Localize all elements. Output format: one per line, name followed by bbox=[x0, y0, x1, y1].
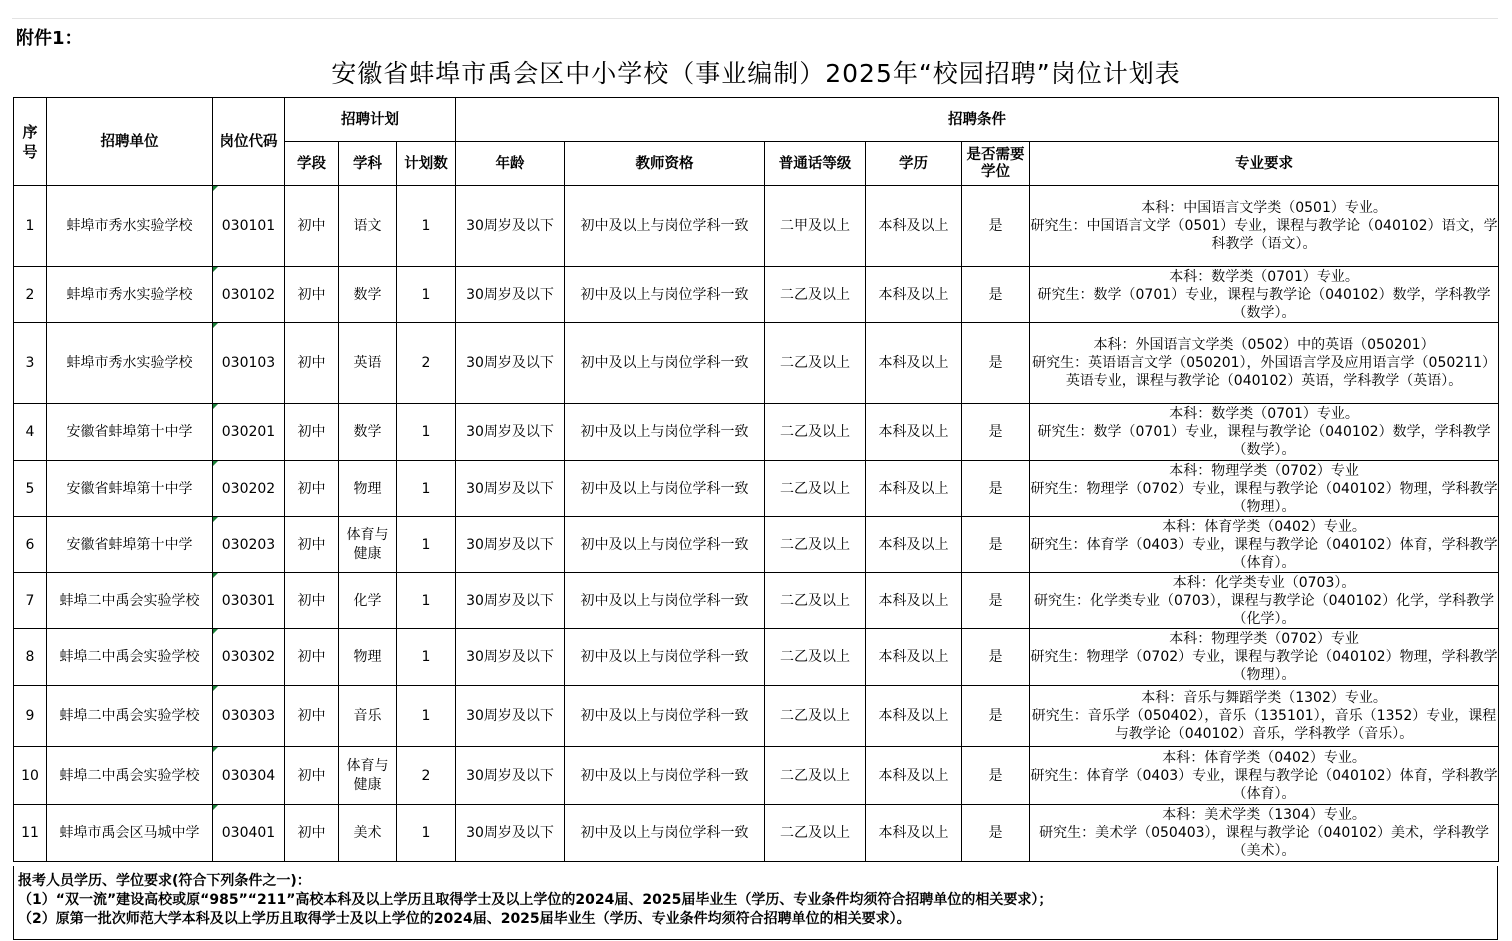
cell-subject: 体育与健康 bbox=[339, 517, 397, 573]
cell-stage: 初中 bbox=[285, 805, 339, 862]
cell-major bbox=[1030, 461, 1499, 517]
cell-major bbox=[1030, 517, 1499, 573]
cell-unit: 安徽省蚌埠第十中学 bbox=[47, 404, 213, 461]
major-line: 研究生：物理学（0702）专业，课程与教学论（040102）物理，学科教学（物理）。 bbox=[1030, 480, 1498, 515]
cell-major bbox=[1030, 629, 1499, 686]
cell-qualification: 初中及以上与岗位学科一致 bbox=[565, 404, 765, 461]
header-condition-group: 招聘条件 bbox=[456, 98, 1499, 142]
cell-stage: 初中 bbox=[285, 629, 339, 686]
header-code: 岗位代码 bbox=[213, 98, 285, 186]
cell-degree: 是 bbox=[962, 517, 1030, 573]
major-line: 研究生：音乐学（050402），音乐（135101），音乐（1352）专业，课程与教学论（040102）音乐，学科教学（音乐）。 bbox=[1031, 708, 1497, 742]
header-age: 年龄 bbox=[456, 142, 565, 186]
cell-qualification: 初中及以上与岗位学科一致 bbox=[565, 517, 765, 573]
cell-qualification: 初中及以上与岗位学科一致 bbox=[565, 747, 765, 805]
major-line: 研究生：美术学（050403），课程与教学论（040102）美术，学科教学（美术）。 bbox=[1039, 825, 1489, 859]
cell-seq: 4 bbox=[14, 404, 47, 461]
cell-seq: 3 bbox=[14, 323, 47, 404]
table-body bbox=[14, 186, 1499, 862]
cell-code: 030101 bbox=[213, 186, 285, 267]
table-row bbox=[14, 323, 1499, 404]
cell-seq: 8 bbox=[14, 629, 47, 686]
cell-count: 1 bbox=[397, 267, 456, 323]
header-unit: 招聘单位 bbox=[47, 98, 213, 186]
major-line: 本科：化学类专业（0703）。 bbox=[1172, 574, 1356, 591]
major-line: 本科：音乐与舞蹈学类（1302）专业。 bbox=[1141, 690, 1387, 706]
cell-degree: 是 bbox=[962, 323, 1030, 404]
cell-major bbox=[1030, 747, 1499, 805]
major-line: 研究生：数学（0701）专业，课程与教学论（040102）数学，学科教学（数学）。 bbox=[1037, 286, 1491, 321]
cell-degree: 是 bbox=[962, 686, 1030, 747]
cell-seq: 11 bbox=[14, 805, 47, 862]
cell-code: 030103 bbox=[213, 323, 285, 404]
cell-unit: 安徽省蚌埠第十中学 bbox=[47, 461, 213, 517]
cell-mandarin: 二乙及以上 bbox=[765, 267, 866, 323]
cell-seq: 6 bbox=[14, 517, 47, 573]
footer-item-2: （2）原第一批次师范大学本科及以上学历且取得学士及以上学位的2024届、2025届毕业生（学历、专业条件均须符合招聘单位的相关要求）。 bbox=[18, 911, 911, 927]
major-line: 本科：美术学类（1304）专业。 bbox=[1162, 807, 1366, 823]
cell-unit: 蚌埠二中禹会实验学校 bbox=[47, 747, 213, 805]
cell-subject: 美术 bbox=[339, 805, 397, 862]
cell-unit: 蚌埠二中禹会实验学校 bbox=[47, 573, 213, 629]
cell-age: 30周岁及以下 bbox=[456, 686, 565, 747]
cell-mandarin: 二乙及以上 bbox=[765, 629, 866, 686]
cell-stage: 初中 bbox=[285, 461, 339, 517]
footer-heading: 报考人员学历、学位要求(符合下列条件之一)： bbox=[18, 873, 311, 889]
cell-education: 本科及以上 bbox=[866, 805, 962, 862]
cell-unit: 蚌埠市禹会区马城中学 bbox=[47, 805, 213, 862]
major-line: 本科：体育学类（0402）专业。 bbox=[1162, 749, 1366, 766]
cell-mandarin: 二乙及以上 bbox=[765, 686, 866, 747]
cell-unit: 蚌埠市秀水实验学校 bbox=[47, 267, 213, 323]
cell-qualification: 初中及以上与岗位学科一致 bbox=[565, 573, 765, 629]
cell-seq: 2 bbox=[14, 267, 47, 323]
cell-stage: 初中 bbox=[285, 186, 339, 267]
cell-code: 030301 bbox=[213, 573, 285, 629]
header-stage: 学段 bbox=[285, 142, 339, 186]
cell-qualification: 初中及以上与岗位学科一致 bbox=[565, 323, 765, 404]
table-row bbox=[14, 517, 1499, 573]
cell-mandarin: 二乙及以上 bbox=[765, 404, 866, 461]
cell-code: 030303 bbox=[213, 686, 285, 747]
major-line: 研究生：物理学（0702）专业，课程与教学论（040102）物理，学科教学（物理）。 bbox=[1030, 649, 1498, 683]
cell-unit: 蚌埠二中禹会实验学校 bbox=[47, 686, 213, 747]
table-row bbox=[14, 267, 1499, 323]
cell-stage: 初中 bbox=[285, 267, 339, 323]
cell-education: 本科及以上 bbox=[866, 747, 962, 805]
cell-education: 本科及以上 bbox=[866, 323, 962, 404]
cell-subject: 数学 bbox=[339, 404, 397, 461]
header-qualification: 教师资格 bbox=[565, 142, 765, 186]
header-subject: 学科 bbox=[339, 142, 397, 186]
cell-mandarin: 二乙及以上 bbox=[765, 461, 866, 517]
major-line: 本科：数学类（0701）专业。 bbox=[1169, 406, 1359, 422]
table-row bbox=[14, 686, 1499, 747]
major-line: 研究生：英语语言文学（050201），外国语言学及应用语言学（050211）英语专业，课程与教学论（040102）英语，学科教学（英语）。 bbox=[1032, 355, 1496, 389]
cell-age: 30周岁及以下 bbox=[456, 186, 565, 267]
recruitment-plan-table bbox=[13, 97, 1499, 862]
cell-age: 30周岁及以下 bbox=[456, 629, 565, 686]
cell-code: 030203 bbox=[213, 517, 285, 573]
cell-qualification: 初中及以上与岗位学科一致 bbox=[565, 267, 765, 323]
table-row bbox=[14, 747, 1499, 805]
cell-degree: 是 bbox=[962, 805, 1030, 862]
cell-education: 本科及以上 bbox=[866, 186, 962, 267]
cell-mandarin: 二乙及以上 bbox=[765, 323, 866, 404]
cell-mandarin: 二甲及以上 bbox=[765, 186, 866, 267]
cell-seq: 5 bbox=[14, 461, 47, 517]
cell-major bbox=[1030, 686, 1499, 747]
cell-qualification: 初中及以上与岗位学科一致 bbox=[565, 686, 765, 747]
major-line: 本科：体育学类（0402）专业。 bbox=[1162, 518, 1366, 535]
cell-subject: 数学 bbox=[339, 267, 397, 323]
footer-item-1: （1）“双一流”建设高校或原“985”“211”高校本科及以上学历且取得学士及以上学位的2024届、2025届毕业生（学历、专业条件均须符合招聘单位的相关要求）； bbox=[18, 892, 1053, 908]
cell-age: 30周岁及以下 bbox=[456, 747, 565, 805]
table-row bbox=[14, 573, 1499, 629]
cell-seq: 9 bbox=[14, 686, 47, 747]
cell-mandarin: 二乙及以上 bbox=[765, 573, 866, 629]
cell-age: 30周岁及以下 bbox=[456, 267, 565, 323]
cell-degree: 是 bbox=[962, 404, 1030, 461]
cell-unit: 蚌埠二中禹会实验学校 bbox=[47, 629, 213, 686]
cell-stage: 初中 bbox=[285, 404, 339, 461]
cell-degree: 是 bbox=[962, 573, 1030, 629]
header-plan-group: 招聘计划 bbox=[285, 98, 456, 142]
cell-education: 本科及以上 bbox=[866, 404, 962, 461]
cell-mandarin: 二乙及以上 bbox=[765, 517, 866, 573]
header-education: 学历 bbox=[866, 142, 962, 186]
cell-count: 1 bbox=[397, 686, 456, 747]
major-line: 研究生：数学（0701）专业，课程与教学论（040102）数学，学科教学（数学）。 bbox=[1037, 424, 1491, 458]
cell-stage: 初中 bbox=[285, 517, 339, 573]
table-row bbox=[14, 629, 1499, 686]
cell-code: 030201 bbox=[213, 404, 285, 461]
cell-stage: 初中 bbox=[285, 686, 339, 747]
major-line: 研究生：化学类专业（0703），课程与教学论（040102）化学，学科教学（化学）。 bbox=[1034, 592, 1495, 627]
cell-subject: 语文 bbox=[339, 186, 397, 267]
table-row bbox=[14, 404, 1499, 461]
major-line: 本科：物理学类（0702）专业 bbox=[1169, 631, 1359, 647]
cell-code: 030202 bbox=[213, 461, 285, 517]
cell-count: 2 bbox=[397, 747, 456, 805]
cell-count: 1 bbox=[397, 805, 456, 862]
cell-education: 本科及以上 bbox=[866, 461, 962, 517]
cell-degree: 是 bbox=[962, 267, 1030, 323]
cell-qualification: 初中及以上与岗位学科一致 bbox=[565, 461, 765, 517]
cell-education: 本科及以上 bbox=[866, 629, 962, 686]
attachment-label: 附件1： bbox=[16, 28, 83, 49]
cell-unit: 蚌埠市秀水实验学校 bbox=[47, 186, 213, 267]
cell-subject: 体育与健康 bbox=[339, 747, 397, 805]
cell-unit: 蚌埠市秀水实验学校 bbox=[47, 323, 213, 404]
header-count: 计划数 bbox=[397, 142, 456, 186]
major-line: 本科：中国语言文学类（0501）专业。 bbox=[1141, 200, 1387, 216]
cell-seq: 1 bbox=[14, 186, 47, 267]
cell-education: 本科及以上 bbox=[866, 267, 962, 323]
table-row bbox=[14, 461, 1499, 517]
cell-code: 030102 bbox=[213, 267, 285, 323]
cell-unit: 安徽省蚌埠第十中学 bbox=[47, 517, 213, 573]
cell-degree: 是 bbox=[962, 461, 1030, 517]
cell-count: 1 bbox=[397, 573, 456, 629]
cell-education: 本科及以上 bbox=[866, 517, 962, 573]
cell-degree: 是 bbox=[962, 186, 1030, 267]
cell-count: 2 bbox=[397, 323, 456, 404]
cell-education: 本科及以上 bbox=[866, 686, 962, 747]
cell-mandarin: 二乙及以上 bbox=[765, 805, 866, 862]
table-row bbox=[14, 805, 1499, 862]
cell-count: 1 bbox=[397, 461, 456, 517]
cell-qualification: 初中及以上与岗位学科一致 bbox=[565, 805, 765, 862]
cell-major bbox=[1030, 805, 1499, 862]
cell-subject: 化学 bbox=[339, 573, 397, 629]
cell-major bbox=[1030, 186, 1499, 267]
major-line: 研究生：体育学（0403）专业，课程与教学论（040102）体育，学科教学（体育）。 bbox=[1030, 536, 1498, 571]
header-mandarin: 普通话等级 bbox=[765, 142, 866, 186]
header-major: 专业要求 bbox=[1030, 142, 1499, 186]
cell-code: 030401 bbox=[213, 805, 285, 862]
header-degree-required: 是否需要学位 bbox=[962, 142, 1030, 186]
cell-major bbox=[1030, 323, 1499, 404]
cell-subject: 英语 bbox=[339, 323, 397, 404]
cell-age: 30周岁及以下 bbox=[456, 805, 565, 862]
cell-degree: 是 bbox=[962, 747, 1030, 805]
cell-subject: 音乐 bbox=[339, 686, 397, 747]
cell-count: 1 bbox=[397, 629, 456, 686]
cell-code: 030302 bbox=[213, 629, 285, 686]
cell-stage: 初中 bbox=[285, 747, 339, 805]
cell-count: 1 bbox=[397, 186, 456, 267]
cell-stage: 初中 bbox=[285, 323, 339, 404]
cell-age: 30周岁及以下 bbox=[456, 404, 565, 461]
cell-code: 030304 bbox=[213, 747, 285, 805]
page-title: 安徽省蚌埠市禹会区中小学校（事业编制）2025年“校园招聘”岗位计划表 bbox=[331, 59, 1181, 88]
cell-major bbox=[1030, 573, 1499, 629]
cell-subject: 物理 bbox=[339, 461, 397, 517]
table-row bbox=[14, 186, 1499, 267]
major-line: 研究生：体育学（0403）专业，课程与教学论（040102）体育，学科教学（体育）。 bbox=[1030, 767, 1498, 802]
cell-count: 1 bbox=[397, 517, 456, 573]
major-line: 本科：外国语言文学类（0502）中的英语（050201） bbox=[1093, 337, 1435, 353]
cell-qualification: 初中及以上与岗位学科一致 bbox=[565, 186, 765, 267]
major-line: 本科：物理学类（0702）专业 bbox=[1169, 462, 1359, 479]
cell-count: 1 bbox=[397, 404, 456, 461]
cell-degree: 是 bbox=[962, 629, 1030, 686]
cell-age: 30周岁及以下 bbox=[456, 573, 565, 629]
cell-subject: 物理 bbox=[339, 629, 397, 686]
cell-major bbox=[1030, 267, 1499, 323]
major-line: 研究生：中国语言文学（0501）专业，课程与教学论（040102）语文，学科教学（语文）。 bbox=[1030, 218, 1498, 252]
cell-age: 30周岁及以下 bbox=[456, 461, 565, 517]
cell-age: 30周岁及以下 bbox=[456, 323, 565, 404]
cell-age: 30周岁及以下 bbox=[456, 517, 565, 573]
cell-qualification: 初中及以上与岗位学科一致 bbox=[565, 629, 765, 686]
cell-seq: 10 bbox=[14, 747, 47, 805]
cell-education: 本科及以上 bbox=[866, 573, 962, 629]
cell-seq: 7 bbox=[14, 573, 47, 629]
header-seq: 序号 bbox=[14, 98, 47, 186]
cell-major bbox=[1030, 404, 1499, 461]
footer-notes bbox=[13, 866, 1498, 940]
cell-stage: 初中 bbox=[285, 573, 339, 629]
major-line: 本科：数学类（0701）专业。 bbox=[1169, 268, 1359, 285]
cell-mandarin: 二乙及以上 bbox=[765, 747, 866, 805]
